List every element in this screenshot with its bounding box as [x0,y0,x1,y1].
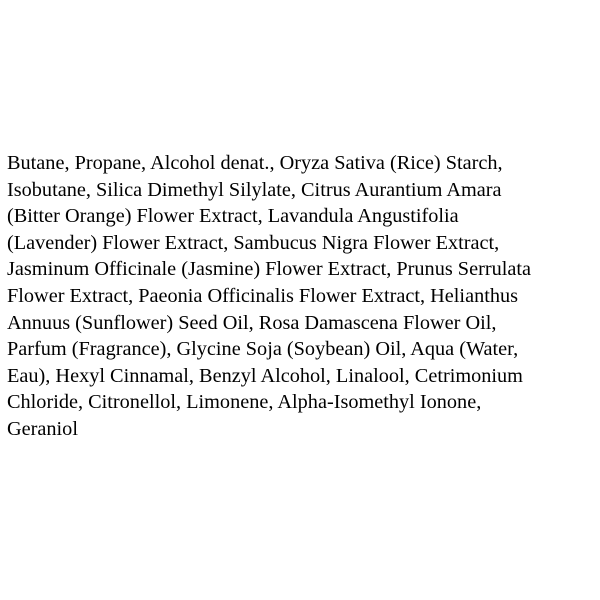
ingredients-text [7,150,597,443]
ingredients-line: Flower Extract, Paeonia Officinalis Flower Extract, Helianthus [7,284,519,307]
ingredients-line: Chloride, Citronellol, Limonene, Alpha-Isomethyl Ionone, [7,391,482,414]
ingredients-line: Annuus (Sunflower) Seed Oil, Rosa Damascena Flower Oil, [7,311,497,334]
ingredients-line: Jasminum Officinale (Jasmine) Flower Extract, Prunus Serrulata [7,258,531,281]
ingredients-line: (Bitter Orange) Flower Extract, Lavandula Angustifolia [7,205,459,228]
ingredients-line: Eau), Hexyl Cinnamal, Benzyl Alcohol, Linalool, Cetrimonium [7,364,523,387]
ingredients-line: Parfum (Fragrance), Glycine Soja (Soybean) Oil, Aqua (Water, [7,338,519,361]
ingredients-line: (Lavender) Flower Extract, Sambucus Nigra Flower Extract, [7,231,500,254]
ingredients-line: Isobutane, Silica Dimethyl Silylate, Citrus Aurantium Amara [7,178,502,201]
ingredients-line: Geraniol [7,417,78,440]
ingredients-line: Butane, Propane, Alcohol denat., Oryza Sativa (Rice) Starch, [7,152,503,174]
